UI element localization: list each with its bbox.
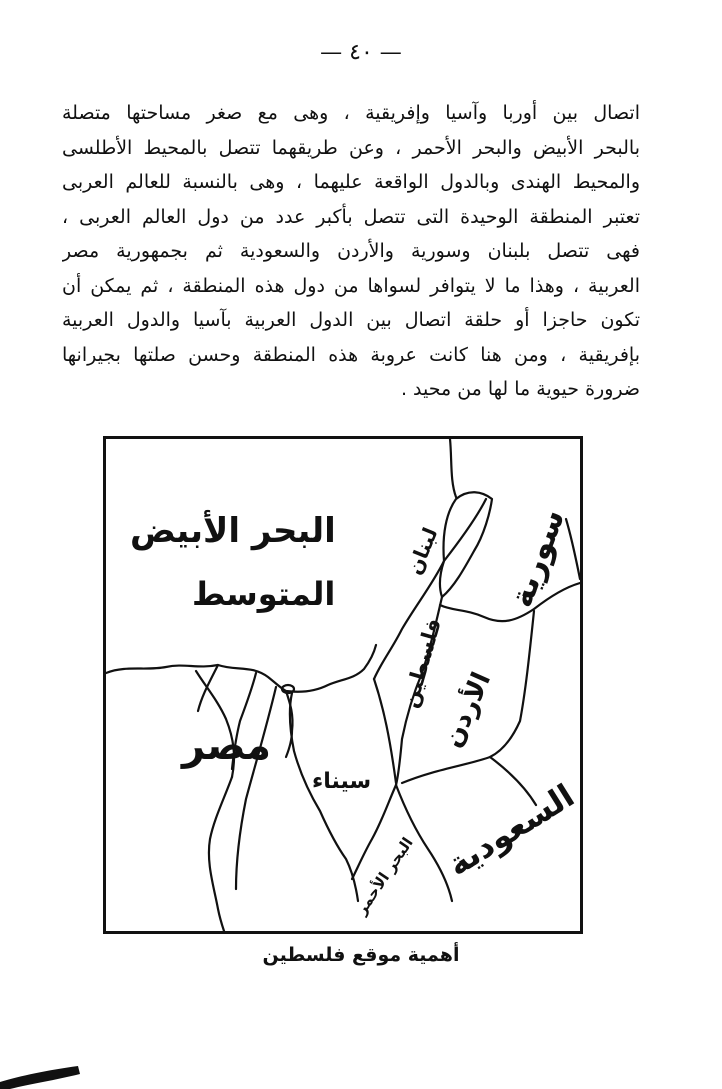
lebanon-border [440,492,492,597]
text-line: اتصال بين أوربا وآسيا وإفريقية ، وهى مع صغر مساحتها متصلة [62,102,640,124]
text-line: بإفريقية ، ومن هنا كانت عروبة هذه المنطقة وحسن صلتها بجيرانها [62,343,640,366]
page-edge-shadow [0,1066,80,1089]
text-line: بالبحر الأبيض والبحر الأحمر ، وعن طريقهما تتصل بالمحيط الأطلسى [62,136,640,159]
palestine-location-map [103,436,583,934]
gulf-of-suez [290,693,358,901]
text-line: العربية ، وهذا ما لا يتوافر لسواها من دول هذه المنطقة ، ثم يمكن أن [62,274,640,297]
text-line: تعتبر المنطقة الوحيدة التى تتصل بأكبر عدد من دول العالم العربى ، [62,205,640,228]
page-number: — ٤٠ — [320,40,402,65]
text-line: ضرورة حيوية ما لها من محيد . [400,378,640,400]
saudi-label: السعودية [440,776,581,884]
egypt-north-coast [106,645,376,692]
map-caption: أهمية موقع فلسطين [262,944,460,966]
palestine-label: فلسطين [397,615,446,711]
sea-label-line2: المتوسط [192,575,336,613]
sinai-palestine-border [374,679,396,783]
body-text [62,96,640,407]
text-line: فهى تتصل بلبنان وسورية والأردن والسعودية ثم بجمهورية مصر [62,240,640,262]
text-line: تكون حاجزا أو حلقة اتصال بين الدول العربية بآسيا والدول العربية [62,309,640,331]
sea-label-line1: البحر الأبيض [130,511,336,551]
jordan-label: الأردن [437,667,498,753]
red-sea-label: البحر الأحمر [352,834,417,918]
syria-label: سورية [501,503,572,613]
egypt-label: مصر [182,723,272,769]
syria-border-north [450,439,456,497]
text-line: والمحيط الهندى وبالدول الواقعة عليهما ، وهى بالنسبة للعالم العربى [62,171,640,193]
nile-river [209,777,232,931]
sinai-label: سيناء [312,769,372,794]
syria-iraq-line [566,519,580,579]
lebanon-label: لبنان [402,524,443,578]
